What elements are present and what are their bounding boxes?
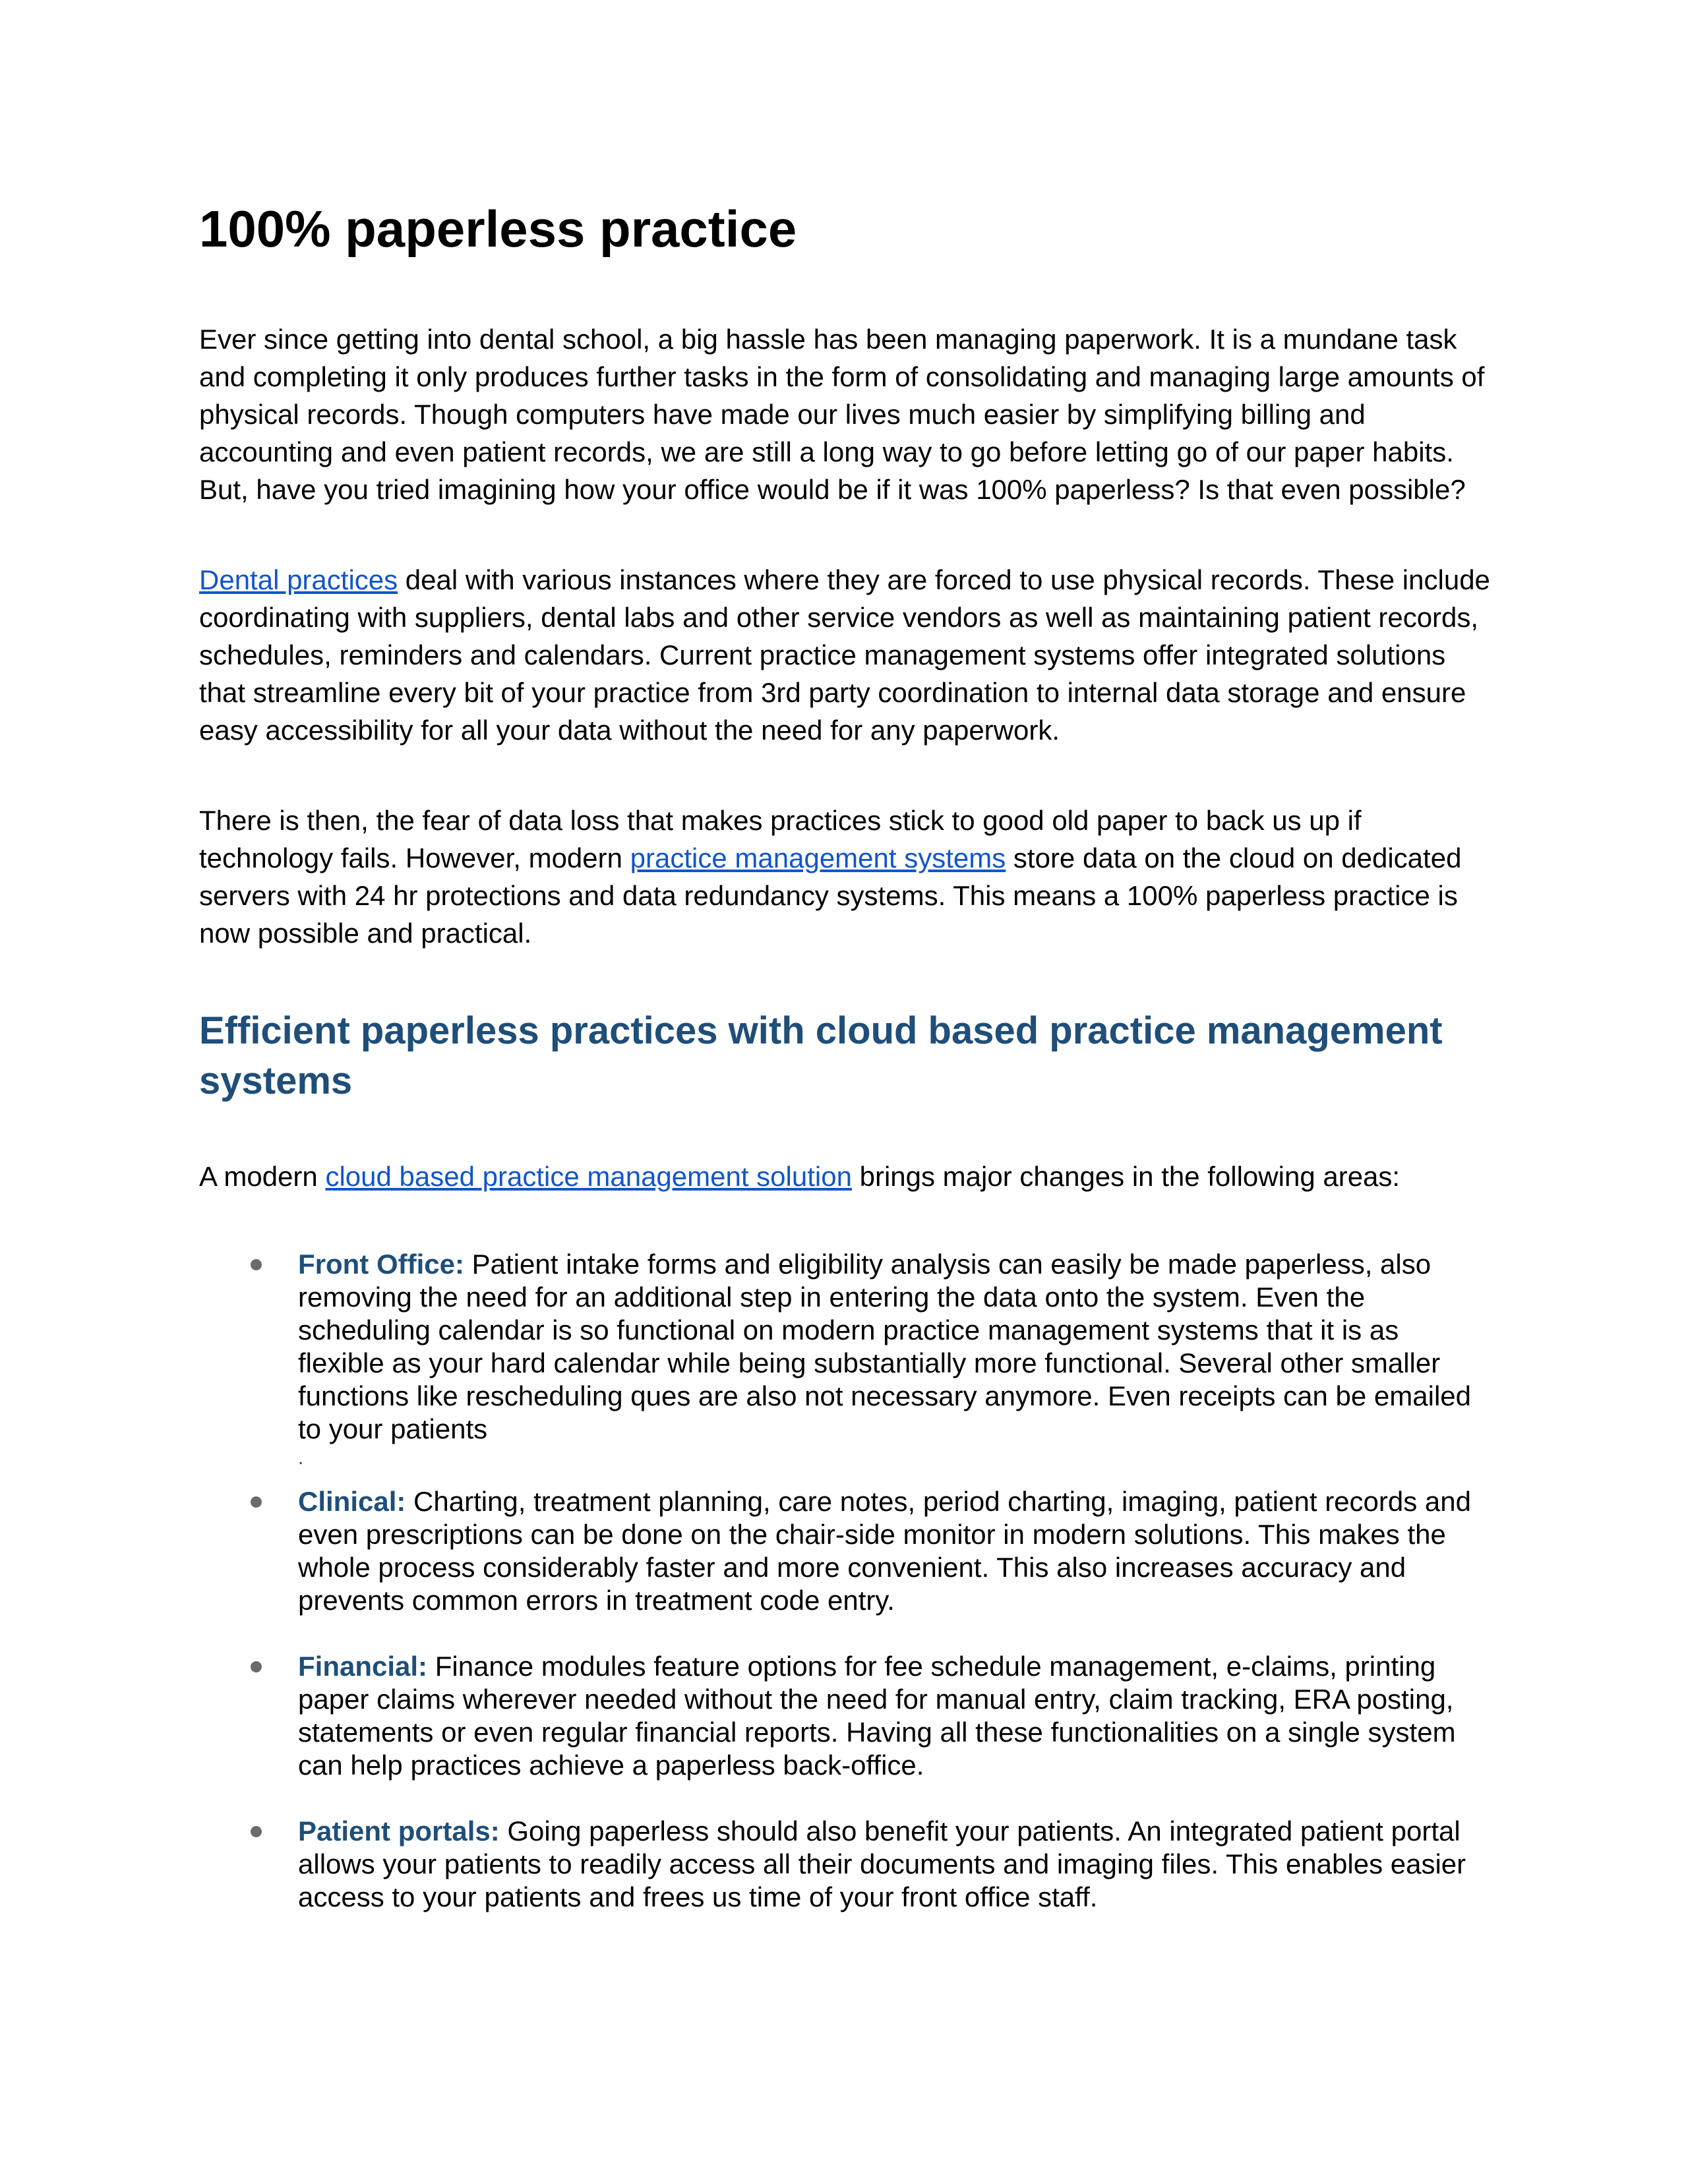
list-item-front-office xyxy=(199,1248,1492,1468)
areas-intro-paragraph xyxy=(199,1158,1492,1195)
document-content xyxy=(199,198,1492,1914)
bullet-icon xyxy=(251,1259,262,1270)
section-heading: Efficient paperless practices with cloud based practice management systems xyxy=(199,1009,1443,1102)
paragraph-text: There is then, the fear of data loss that makes practices stick to good old paper to back us up if technology fails. However, modern xyxy=(199,805,1362,873)
areas-list xyxy=(199,1248,1492,1914)
practice-management-systems-link[interactable]: practice management systems xyxy=(630,842,1006,873)
bullet-icon xyxy=(251,1826,262,1837)
list-text: Finance modules feature options for fee schedule management, e-claims, printing paper claims wherever needed without the need for manual entry, claim tracking, ERA posting, statements or even regular financial reports. Having all these functionalities on a single system can help practices achieve a paperless back-office. xyxy=(298,1651,1456,1781)
list-term: Financial: xyxy=(298,1651,428,1682)
list-text: Going paperless should also benefit your patients. An integrated patient portal allows your patients to readily access all their documents and imaging files. This enables easier access to your patients and frees us time of your front office staff. xyxy=(298,1815,1466,1912)
bullet-icon xyxy=(251,1496,262,1508)
intro-paragraph: Ever since getting into dental school, a big hassle has been managing paperwork. It is a mundane task and completing it only produces further tasks in the form of consolidating and managing large amounts of physical records. Though computers have made our lives much easier by simplifying billing and accounting and even patient records, we are still a long way to go before letting go of our paper habits. But, have you tried imagining how your office would be if it was 100% paperless? Is that even possible? xyxy=(199,324,1485,505)
paragraph-text: deal with various instances where they are forced to use physical records. These include coordinating with suppliers, dental labs and other service vendors as well as maintaining patient records, schedules, reminders and calendars. Current practice management systems offer integrated solutions that streamline every bit of your practice from 3rd party coordination to internal data storage and ensure easy accessibility for all your data without the need for any paperwork. xyxy=(199,564,1490,746)
paragraph-text: store data on the cloud on dedicated servers with 24 hr protections and data redundancy systems. This means a 100% paperless practice is now possible and practical. xyxy=(199,842,1462,949)
list-text: Patient intake forms and eligibility analysis can easily be made paperless, also removing the need for an additional step in entering the data onto the system. Even the scheduling calendar is so functional on modern practice management systems that it is as flexible as your hard calendar while being substantially more functional. Several other smaller functions like rescheduling ques are also not necessary anymore. Even receipts can be emailed to your patients xyxy=(298,1249,1471,1444)
data-loss-paragraph xyxy=(199,802,1492,952)
page-title: 100% paperless practice xyxy=(199,200,797,258)
list-term: Clinical: xyxy=(298,1486,406,1517)
cloud-solution-link[interactable]: cloud based practice management solution xyxy=(325,1161,852,1192)
dental-practices-link[interactable]: Dental practices xyxy=(199,564,398,595)
paragraph-text: brings major changes in the following areas: xyxy=(851,1161,1401,1192)
list-item-financial xyxy=(199,1650,1492,1782)
list-term: Patient portals: xyxy=(298,1815,500,1846)
stray-period: . xyxy=(298,1447,304,1469)
dental-practices-paragraph xyxy=(199,561,1492,749)
list-term: Front Office: xyxy=(298,1249,464,1280)
list-text: Charting, treatment planning, care notes, period charting, imaging, patient records and even prescriptions can be done on the chair-side monitor in modern solutions. This makes the whole process considerably faster and more convenient. This also increases accuracy and prevents common errors in treatment code entry. xyxy=(298,1486,1471,1616)
list-item-clinical xyxy=(199,1485,1492,1617)
bullet-icon xyxy=(251,1661,262,1672)
paragraph-text: A modern xyxy=(199,1161,326,1192)
list-item-patient-portals xyxy=(199,1815,1492,1914)
